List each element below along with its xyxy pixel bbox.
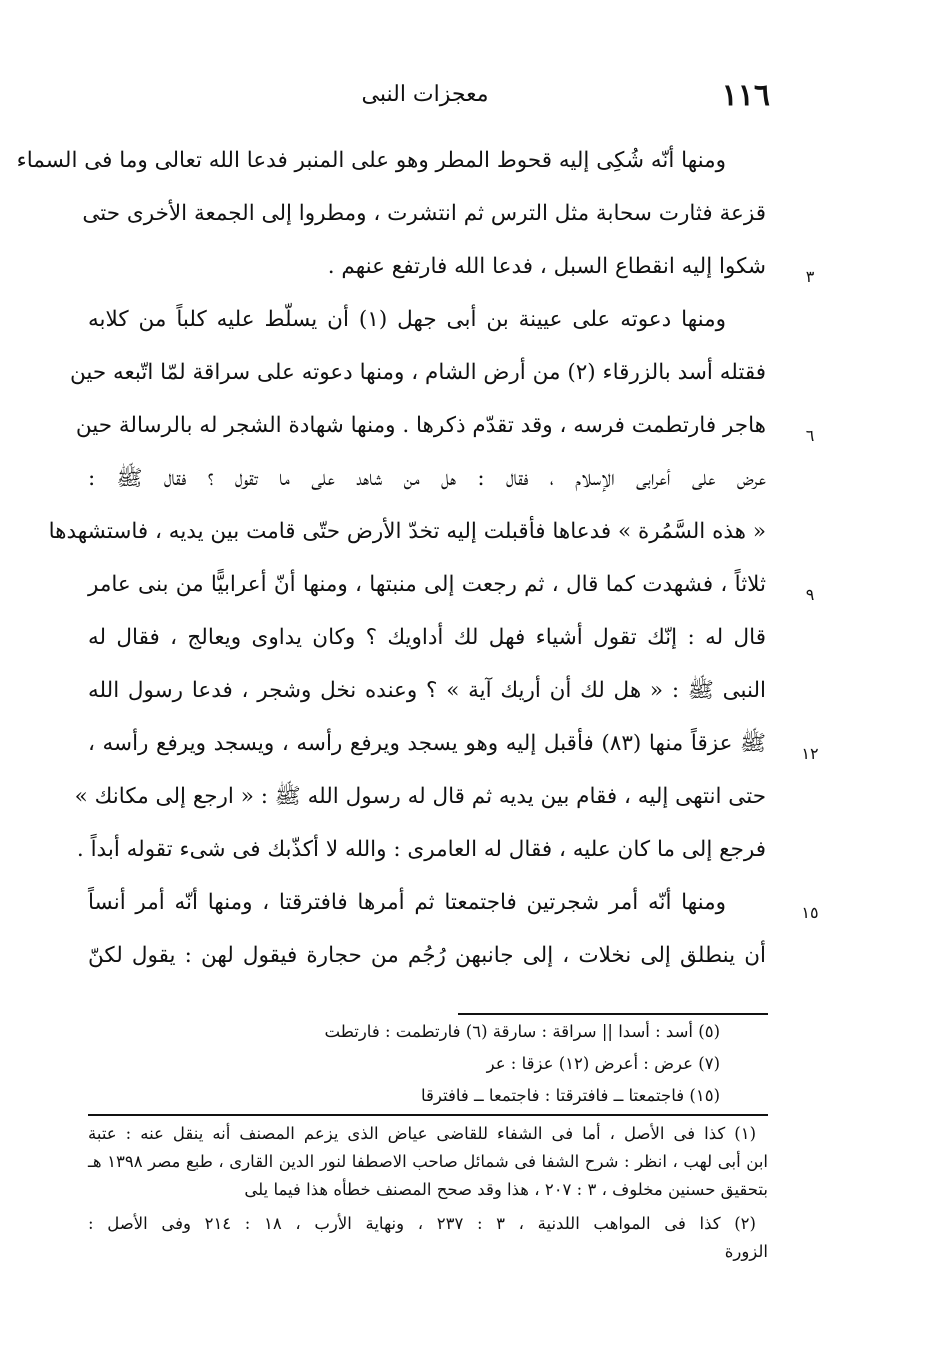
text-line: قال له : إنّك تقول أشياء فهل لك أداويك ؟ وكان يداوى ويعالج ، فقال له: [88, 625, 766, 650]
line-number: ١٥: [801, 903, 819, 922]
line-number: ١٢: [801, 744, 819, 763]
footnotes: [88, 1120, 768, 1266]
footnote-line: بتحقيق حسنين مخلوف ، ٣ : ٢٠٧ ، هذا وقد صحح المصنف خطأه هذا فيما يلى: [244, 1180, 768, 1199]
text-line: ومنها أنّه شُكِى إليه قحوط المطر وهو على المنبر فدعا الله تعالى وما فى السماء: [16, 148, 726, 173]
line-number: ٩: [805, 585, 815, 604]
text-line: النبى ﷺ : « هل لك أن أريك آية » ؟ وعنده نخل وشجر ، فدعا رسول الله: [88, 678, 766, 703]
footnote-line: الزورة: [724, 1242, 768, 1261]
line-number: ٦: [805, 426, 815, 445]
text-line: ومنها أنّه أمر شجرتين فاجتمعتا ثم أمرها فافترقتا ، ومنها أنّه أمر أنساً: [88, 890, 726, 915]
text-line: فرجع إلى ما كان عليه ، فقال له العامرى : والله لا أكذّبك فى شىء تقوله أبداً .: [76, 837, 766, 862]
text-line: أن ينطلق إلى نخلات ، إلى جانبهن رُجُم من حجارة فيقول لهن : يقول لكنّ: [88, 943, 766, 968]
footnote-divider: [88, 1114, 768, 1116]
text-line: ﷺ عزقاً منها (٨٣) فأقبل إليه وهو يسجد ويرفع رأسه ، ويسجد ويرفع رأسه ،: [88, 731, 766, 756]
text-line: عرض على أعرابى الإسلام ، فقال : هل من شاهد على ما تقول ؟ فقال ﷺ :: [88, 466, 766, 491]
line-number: ٣: [805, 267, 815, 286]
page-header: [80, 78, 770, 118]
text-line: شكوا إليه انقطاع السبل ، فدعا الله فارتفع عنهم .: [327, 254, 766, 279]
footnote-line: ابن أبى لهب ، انظر : شرح الشفا فى شمائل صاحب الاصطفا لنور الدين القارى ، طبع مصر ١٣٩٨ هـ: [88, 1152, 768, 1171]
text-line: هاجر فارتطمت فرسه ، وقد تقدّم ذكرها . ومنها شهادة الشجر له بالرسالة حين: [75, 413, 766, 438]
text-line: « هذه السَّمُرة » فدعاها فأقبلت إليه تخدّ الأرض حتّى قامت بين يديه ، فاستشهدها: [48, 519, 766, 544]
variant-line: (١٥) فاجتمعتا ــ فافترقتا : فاجتمعا ــ فافترقا: [420, 1086, 720, 1105]
text-line: ثلاثاً ، فشهدت كما قال ، ثم رجعت إلى منبتها ، ومنها أنّ أعرابيًّا من بنى عامر: [88, 572, 766, 597]
page-number: ١١٦: [721, 78, 770, 113]
footnote-line: (١) كذا فى الأصل ، أما فى الشفاء للقاضى عياض الذى يزعم المصنف أنه ينقل عنه : عتبة: [88, 1124, 756, 1143]
textual-variants: [180, 1016, 720, 1112]
text-line: فقتله أسد بالزرقاء (٢) من أرض الشام ، ومنها دعوته على سراقة لمّا اتّبعه حين: [70, 360, 766, 385]
variants-divider: [458, 1013, 768, 1015]
text-line: ومنها دعوته على عيينة بن أبى جهل (١) أن يسلّط عليه كلباً من كلابه: [88, 307, 726, 332]
footnote-line: (٢) كذا فى المواهب اللدنية ، ٣ : ٢٣٧ ، ونهاية الأرب ، ١٨ : ٢١٤ وفى الأصل :: [88, 1214, 756, 1233]
variant-line: (٥) أسد : أسدا || سراقة : سارقة (٦) فارتطمت : فارتطت: [324, 1022, 720, 1041]
main-text: [16, 134, 766, 982]
variant-line: (٧) عرض : أعرض (١٢) عزقا : عر: [486, 1054, 720, 1073]
running-title: معجزات النبى: [361, 82, 489, 107]
text-line: قزعة فثارت سحابة مثل الترس ثم انتشرت ، ومطروا إلى الجمعة الأخرى حتى: [82, 201, 766, 226]
text-line: حتى انتهى إليه ، فقام بين يديه ثم قال له رسول الله ﷺ : « ارجع إلى مكانك »: [74, 784, 766, 809]
